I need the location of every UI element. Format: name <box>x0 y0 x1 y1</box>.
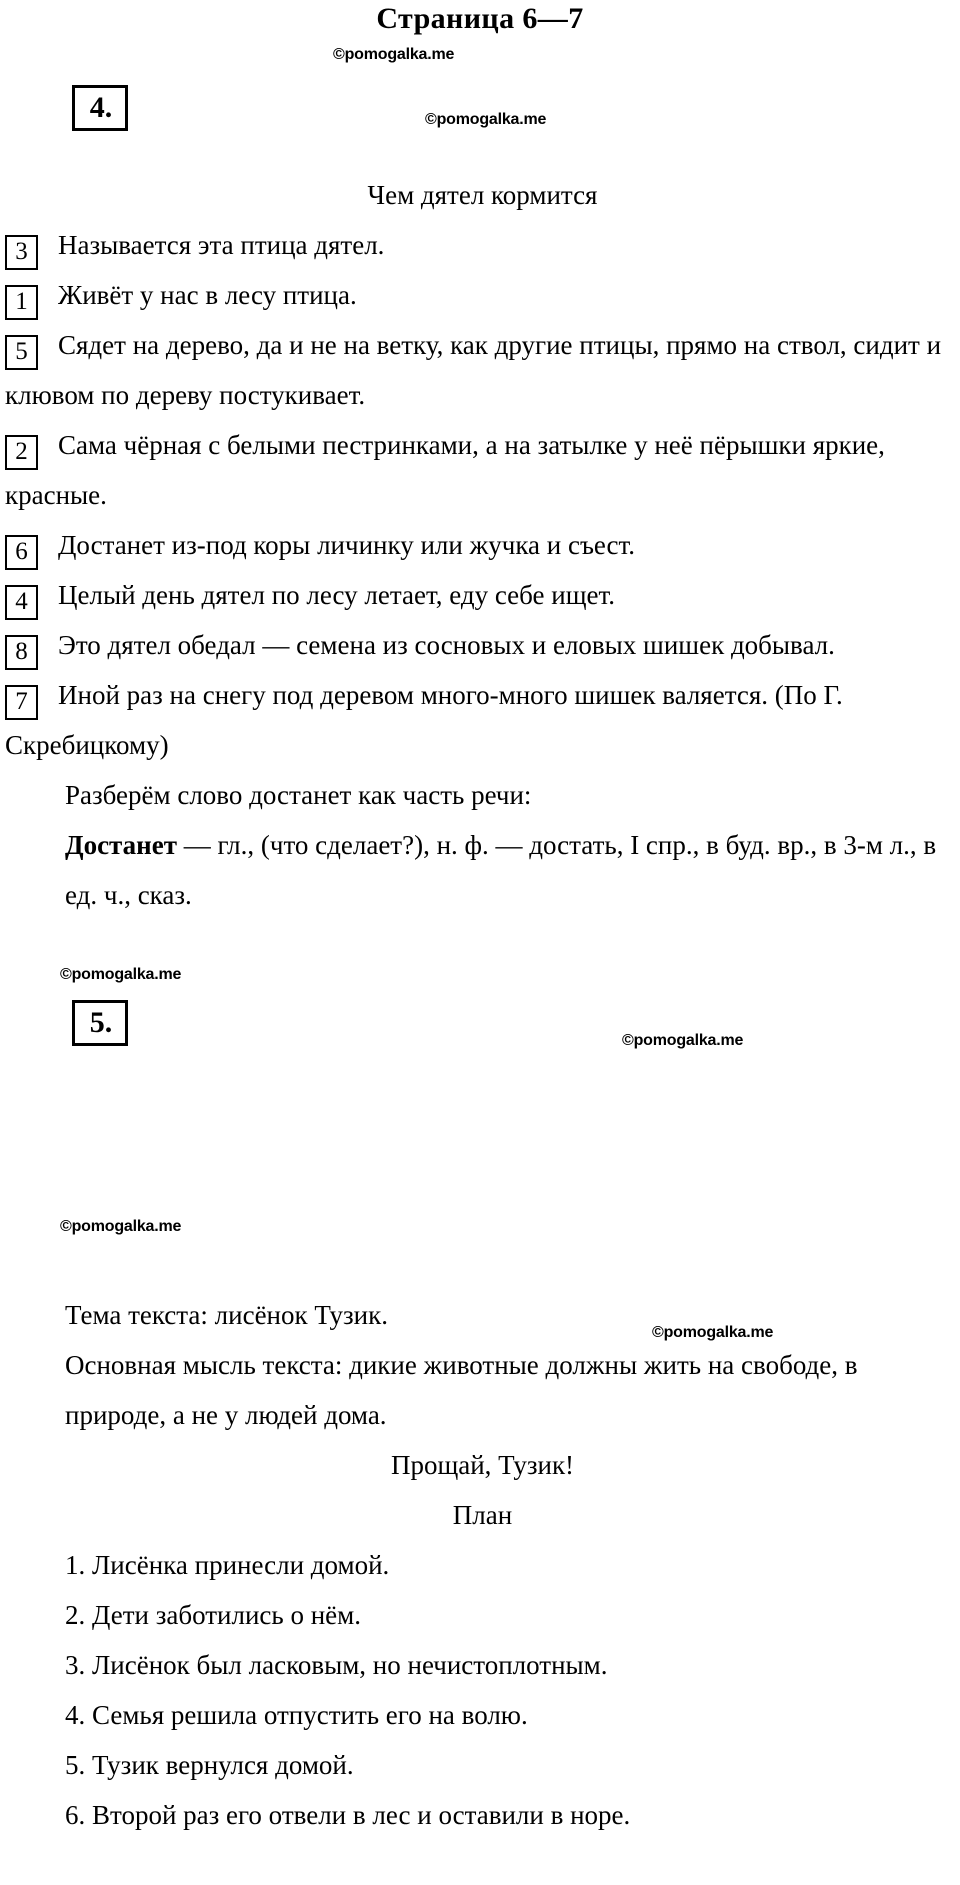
sentence-row <box>0 320 960 420</box>
analysis-rest: — гл., (что сделает?), н. ф. — достать, I спр., в буд. вр., в 3-м л., в ед. ч., сказ. <box>65 830 937 910</box>
sentence-text: Это дятел обедал — семена из сосновых и еловых шишек добывал. <box>58 630 835 660</box>
analysis-intro: Разберём слово достанет как часть речи: <box>65 780 532 810</box>
order-box: 8 <box>5 635 38 670</box>
order-box: 1 <box>5 285 38 320</box>
sentence-text: Достанет из-под коры личинку или жучка и съест. <box>58 530 636 560</box>
watermark: ©pomogalka.me <box>333 46 455 63</box>
order-box: 3 <box>5 235 38 270</box>
watermark: ©pomogalka.me <box>425 111 547 128</box>
sentence-text: Иной раз на снегу под деревом много-много шишек валяется. (По Г. Скребицкому) <box>5 680 843 760</box>
main-idea-line: Основная мысль текста: дикие животные должны жить на свободе, в природе, а не у людей дома. <box>65 1350 858 1430</box>
sentence-text: Живёт у нас в лесу птица. <box>58 280 357 310</box>
exercise-4-body <box>0 170 960 920</box>
order-box: 5 <box>5 335 38 370</box>
watermark: ©pomogalka.me <box>60 966 182 983</box>
sentence-text: Сядет на дерево, да и не на ветку, как другие птицы, прямо на ствол, сидит и клювом по дереву постукивает. <box>5 330 942 410</box>
plan-item: 6. Второй раз его отвели в лес и оставили в норе. <box>65 1800 631 1830</box>
sentence-text: Сама чёрная с белыми пестринками, а на затылке у неё пёрышки яркие, красные. <box>5 430 885 510</box>
watermark: ©pomogalka.me <box>60 1218 182 1235</box>
plan-item: 2. Дети заботились о нём. <box>65 1600 361 1630</box>
sentence-row <box>0 570 960 620</box>
plan-item: 1. Лисёнка принесли домой. <box>65 1550 390 1580</box>
analysis-word: Достанет <box>65 830 177 860</box>
order-box: 7 <box>5 685 38 720</box>
sentence-row <box>0 420 960 520</box>
plan-heading: План <box>452 1500 513 1530</box>
sentence-row <box>0 620 960 670</box>
watermark: ©pomogalka.me <box>652 1324 774 1341</box>
order-box: 4 <box>5 585 38 620</box>
sentence-row <box>0 670 960 770</box>
order-box: 2 <box>5 435 38 470</box>
sentence-row <box>0 520 960 570</box>
exercise-number-5: 5. <box>72 1000 128 1046</box>
analysis-line <box>0 820 960 920</box>
order-box: 6 <box>5 535 38 570</box>
plan-item: 4. Семья решила отпустить его на волю. <box>65 1700 528 1730</box>
sentence-text: Целый день дятел по лесу летает, еду себе ищет. <box>58 580 615 610</box>
plan-item: 5. Тузик вернулся домой. <box>65 1750 354 1780</box>
page-title: Страница 6—7 <box>376 2 584 35</box>
sentence-text: Называется эта птица дятел. <box>58 230 385 260</box>
story-title: Прощай, Тузик! <box>390 1450 575 1480</box>
sentence-row <box>0 270 960 320</box>
exercise-5-body <box>0 1290 960 1840</box>
plan-item: 3. Лисёнок был ласковым, но нечистоплотным. <box>65 1650 608 1680</box>
text-heading: Чем дятел кормится <box>367 180 598 210</box>
theme-line: Тема текста: лисёнок Тузик. <box>65 1300 388 1330</box>
sentence-row <box>0 220 960 270</box>
watermark: ©pomogalka.me <box>622 1032 744 1049</box>
exercise-number-4: 4. <box>72 85 128 131</box>
